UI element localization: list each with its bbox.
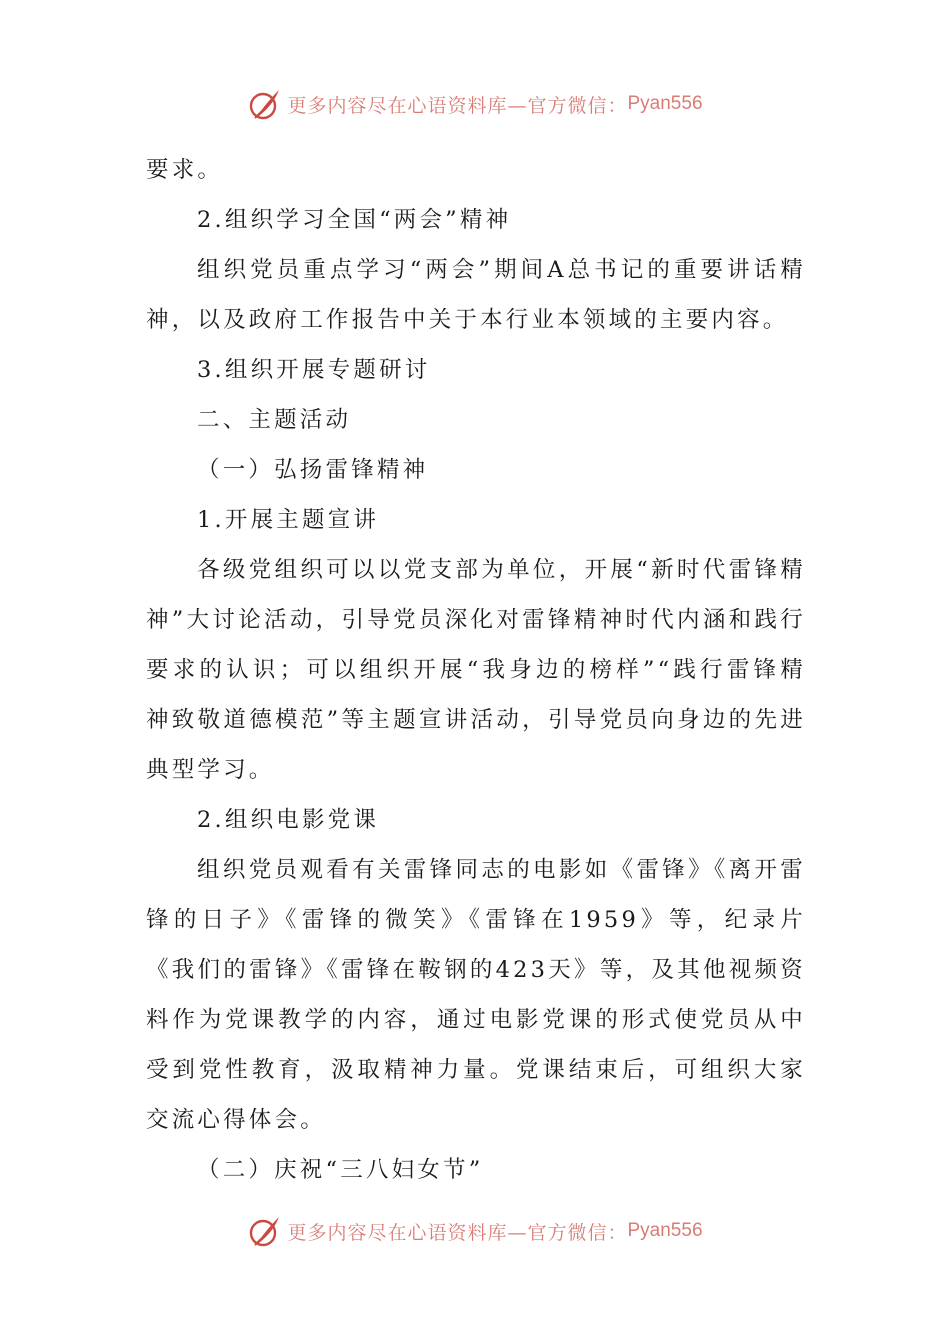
- watermark-code: Pyan556: [627, 1220, 703, 1241]
- paragraph: 要求。: [146, 157, 224, 183]
- watermark-header: [0, 84, 950, 124]
- section-heading: 1.开展主题宣讲: [197, 507, 380, 533]
- section-heading: （一）弘扬雷锋精神: [197, 457, 429, 483]
- watermark-text: 更多内容尽在心语资料库—官方微信：: [287, 1221, 628, 1244]
- paragraph: 组织党员重点学习“两会”期间A总书记的重要讲话精神，以及政府工作报告中关于本行业本领域的主要内容。: [146, 257, 806, 333]
- section-heading: 3.组织开展专题研讨: [197, 357, 431, 383]
- section-heading: 二、主题活动: [197, 407, 352, 433]
- document-body: [146, 145, 806, 1195]
- section-heading: 2.组织电影党课: [197, 807, 380, 833]
- section-heading: （二）庆祝“三八妇女节”: [197, 1157, 484, 1183]
- watermark-footer: [0, 1211, 950, 1251]
- paragraph: 组织党员观看有关雷锋同志的电影如《雷锋》《离开雷锋的日子》《雷锋的微笑》《雷锋在1959》等，纪录片《我们的雷锋》《雷锋在鞍钢的423天》等，及其他视频资料作为党课教学的内容，通过电影党课的形式使党员从中受到党性教育，汲取精神力量。党课结束后，可组织大家交流心得体会。: [146, 857, 806, 1133]
- section-heading: 2.组织学习全国“两会”精神: [197, 207, 512, 233]
- quill-pen-logo-icon: [247, 1213, 283, 1249]
- paragraph: 各级党组织可以以党支部为单位，开展“新时代雷锋精神”大讨论活动，引导党员深化对雷锋精神时代内涵和践行要求的认识；可以组织开展“我身边的榜样”“践行雷锋精神致敬道德模范”等主题宣讲活动，引导党员向身边的先进典型学习。: [146, 557, 806, 783]
- quill-pen-logo-icon: [247, 86, 283, 122]
- watermark-code: Pyan556: [627, 93, 703, 114]
- watermark-text: 更多内容尽在心语资料库—官方微信：: [287, 94, 628, 117]
